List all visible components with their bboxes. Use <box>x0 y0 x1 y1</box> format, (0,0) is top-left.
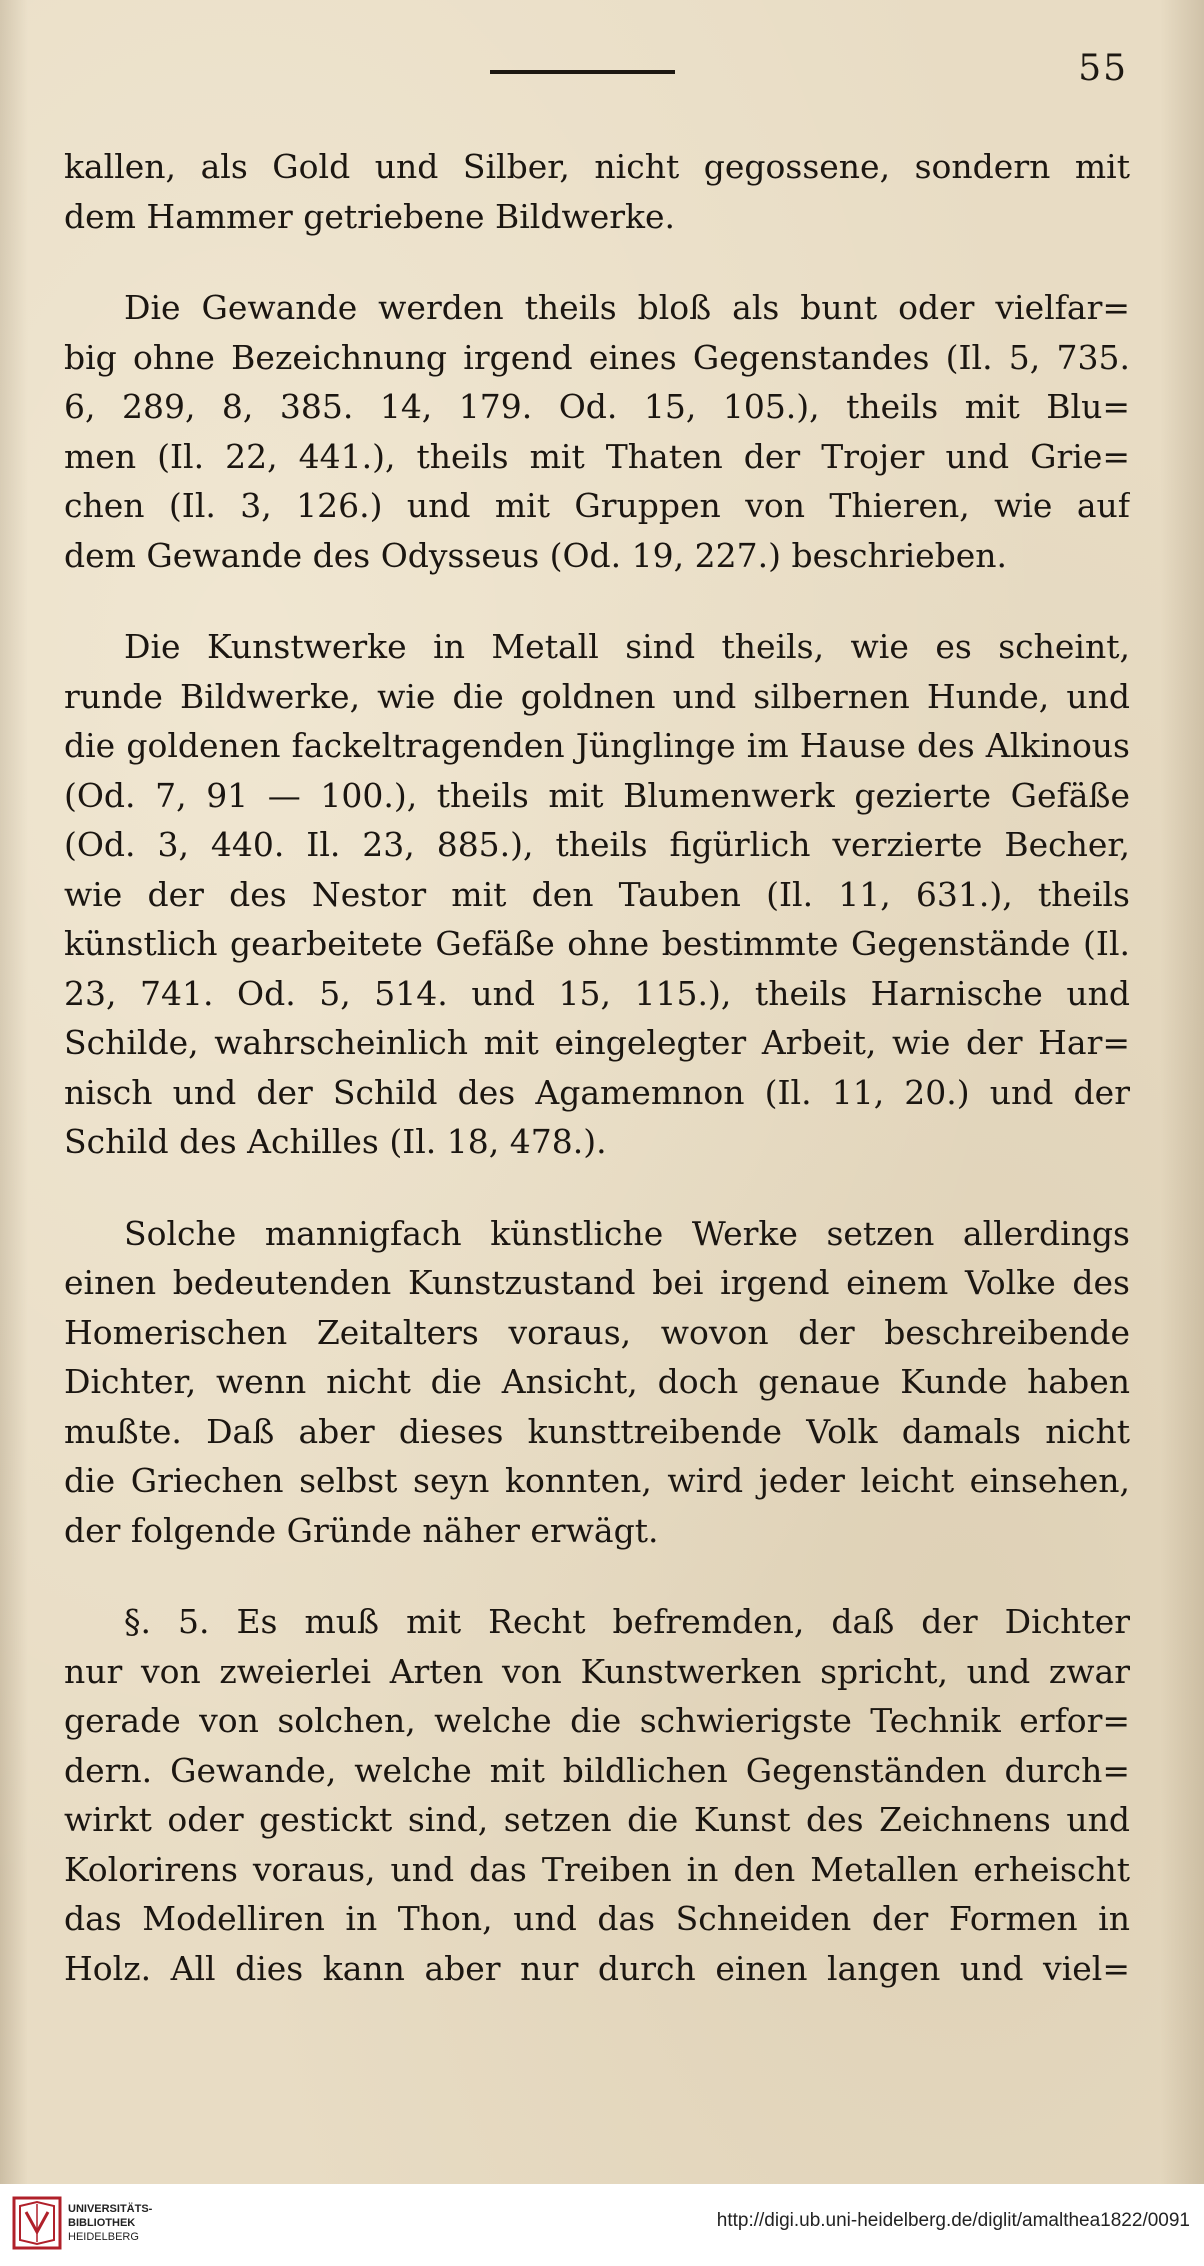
text-line: Homerischen Zeitalters voraus, wovon der beschreibende <box>64 1312 1130 1352</box>
text-line: das Modelliren in Thon, und das Schneiden der Formen in <box>64 1899 1130 1938</box>
text-line: Schilde, wahrscheinlich mit eingelegter Arbeit, wie der Har= <box>64 1023 1130 1062</box>
text-line: dern. Gewande, welche mit bildlichen Gegenständen durch= <box>64 1750 1130 1790</box>
text-line: chen (Il. 3, 126.) und mit Gruppen von Thieren, wie auf <box>64 486 1130 525</box>
text-line: wie der des Nestor mit den Tauben (Il. 11, 631.), theils <box>64 874 1130 914</box>
page-number: 55 <box>1078 48 1128 89</box>
paragraph-1 <box>64 142 1130 241</box>
text-line: big ohne Bezeichnung irgend eines Gegenstandes (Il. 5, 735. <box>64 337 1130 377</box>
text-line: Die Gewande werden theils bloß als bunt oder vielfar= <box>124 288 1130 327</box>
text-line: Holz. All dies kann aber nur durch einen langen und viel= <box>64 1948 1130 1988</box>
section-heading-line: §. 5. Es muß mit Recht befremden, daß der Dichter <box>124 1602 1130 1641</box>
text-line: dem Gewande des Odysseus (Od. 19, 227.) beschrieben. <box>64 535 1008 575</box>
text-line: die goldenen fackeltragenden Jünglinge im Hause des Alkinous <box>64 726 1130 765</box>
text-line: der folgende Gründe näher erwägt. <box>64 1510 659 1550</box>
paragraph-2 <box>64 283 1130 580</box>
text-line: (Od. 3, 440. Il. 23, 885.), theils figürlich verzierte Becher, <box>64 825 1130 864</box>
text-line: künstlich gearbeitete Gefäße ohne bestimmte Gegenstände (Il. <box>64 924 1130 963</box>
text-line: Schild des Achilles (Il. 18, 478.). <box>64 1122 607 1161</box>
text-line: nur von zweierlei Arten von Kunstwerken spricht, und zwar <box>64 1651 1130 1691</box>
paragraph-5 <box>64 1597 1130 1993</box>
header-rule <box>490 70 675 74</box>
text-line: die Griechen selbst seyn konnten, wird jeder leicht einsehen, <box>64 1461 1130 1500</box>
logo-line-1: UNIVERSITÄTS- <box>68 2203 153 2215</box>
text-line: wirkt oder gestickt sind, setzen die Kunst des Zeichnens und <box>64 1800 1130 1839</box>
text-line: Kolorirens voraus, und das Treiben in den Metallen erheischt <box>64 1849 1130 1889</box>
text-line: Die Kunstwerke in Metall sind theils, wie es scheint, <box>124 627 1130 666</box>
text-line: runde Bildwerke, wie die goldnen und silbernen Hunde, und <box>64 676 1130 716</box>
paragraph-3 <box>64 622 1130 1167</box>
paragraph-4 <box>64 1209 1130 1556</box>
text-line: nisch und der Schild des Agamemnon (Il. 11, 20.) und der <box>64 1072 1130 1112</box>
text-line: Solche mannigfach künstliche Werke setzen allerdings <box>124 1213 1130 1253</box>
text-line: kallen, als Gold und Silber, nicht gegossene, sondern mit <box>64 147 1130 186</box>
source-url-link[interactable]: http://digi.ub.uni-heidelberg.de/diglit/amalthea1822/0091 <box>716 2210 1190 2231</box>
body-text <box>64 142 1130 2035</box>
text-line: einen bedeutenden Kunstzustand bei irgend einem Volke des <box>64 1263 1130 1302</box>
logo-line-3: HEIDELBERG <box>68 2231 139 2243</box>
text-line: men (Il. 22, 441.), theils mit Thaten der Trojer und Grie= <box>64 436 1130 476</box>
logo-line-2: BIBLIOTHEK <box>68 2217 136 2229</box>
text-line: gerade von solchen, welche die schwierigste Technik erfor= <box>64 1701 1130 1740</box>
text-line: Dichter, wenn nicht die Ansicht, doch genaue Kunde haben <box>64 1362 1130 1401</box>
text-line: dem Hammer getriebene Bildwerke. <box>64 196 676 236</box>
footer-bar <box>0 2184 1204 2266</box>
text-line: mußte. Daß aber dieses kunsttreibende Volk damals nicht <box>64 1411 1130 1451</box>
text-line: (Od. 7, 91 — 100.), theils mit Blumenwerk gezierte Gefäße <box>64 775 1130 815</box>
university-logo-icon <box>12 2192 62 2254</box>
logo-text <box>68 2202 152 2244</box>
text-line: 23, 741. Od. 5, 514. und 15, 115.), theils Harnische und <box>64 973 1130 1013</box>
text-line: 6, 289, 8, 385. 14, 179. Od. 15, 105.), theils mit Blu= <box>64 387 1130 426</box>
